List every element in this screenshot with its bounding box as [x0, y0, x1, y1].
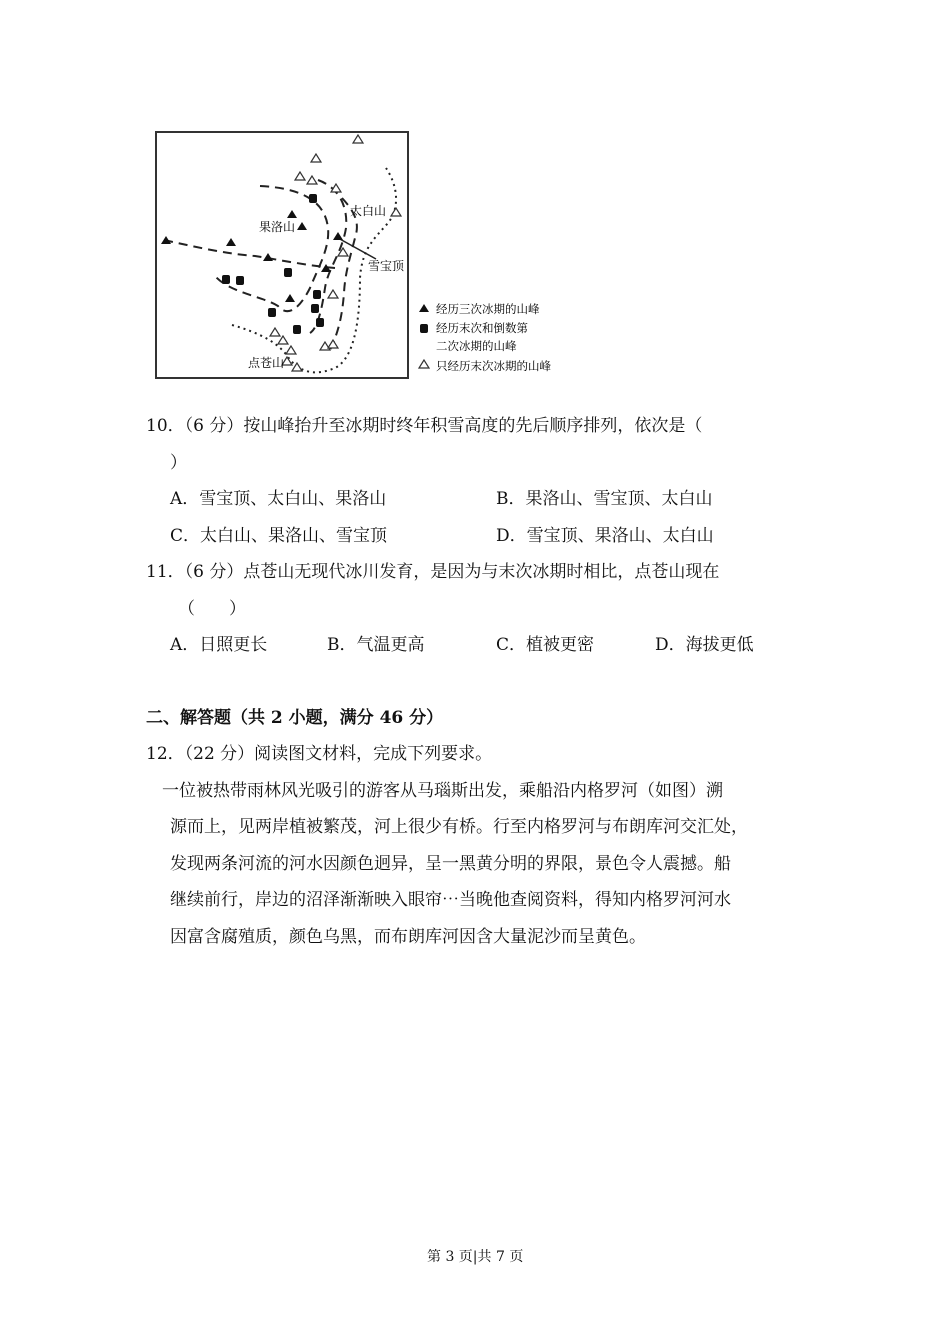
q12-stem: 12．（22 分）阅读图文材料，完成下列要求。 [146, 744, 493, 764]
q10-stem: 10．（6 分）按山峰抬升至冰期时终年积雪高度的先后顺序排列，依次是（ [146, 416, 703, 436]
legend-text-3: 二次冰期的山峰 [436, 339, 517, 353]
dashed-boundary-outer [164, 240, 335, 268]
q12-para-line-4: 继续前行，岸边的沼泽渐渐映入眼帘⋯当晚他查阅资料，得知内格罗河河水 [170, 890, 731, 910]
dashed-boundary-loop [215, 186, 328, 311]
q11-stem-paren: （ ） [178, 599, 246, 619]
dashed-boundary-east [330, 198, 357, 350]
legend [419, 302, 551, 373]
section-heading: 二、解答题（共 2 小题，满分 46 分） [146, 708, 444, 728]
q11-option-b[interactable]: B．气温更高 [327, 635, 425, 655]
glacier-peak-map [150, 128, 580, 383]
q10-option-a[interactable]: A．雪宝顶、太白山、果洛山 [170, 489, 387, 509]
label-guoluo: 果洛山 [259, 220, 296, 234]
q12-para-line-3: 发现两条河流的河水因颜色迥异，呈一黑黄分明的界限，景色令人震撼。船 [170, 854, 731, 874]
q11-option-d[interactable]: D．海拔更低 [655, 635, 754, 655]
legend-filled-triangle [419, 304, 429, 312]
legend-hollow-triangle [419, 360, 429, 368]
legend-filled-bell [420, 324, 428, 333]
q11-option-a[interactable]: A．日照更长 [170, 635, 268, 655]
peaks-two-glaciations [222, 194, 324, 334]
peaks-three-glaciations [161, 210, 343, 302]
legend-text-4: 只经历末次冰期的山峰 [436, 359, 551, 373]
legend-text-1: 经历三次冰期的山峰 [436, 302, 540, 316]
q10-option-c[interactable]: C．太白山、果洛山、雪宝顶 [170, 526, 388, 546]
q12-para-line-1: 一位被热带雨林风光吸引的游客从马瑙斯出发，乘船沿内格罗河（如图）溯 [162, 781, 723, 801]
page-footer: 第 3 页|共 7 页 [427, 1249, 524, 1265]
q12-para-line-5: 因富含腐殖质，颜色乌黑，而布朗库河因含大量泥沙而呈黄色。 [170, 927, 646, 947]
q10-option-d[interactable]: D．雪宝顶、果洛山、太白山 [496, 526, 714, 546]
label-xuebao: 雪宝顶 [368, 259, 405, 273]
q12-para-line-2: 源而上，见两岸植被繁茂，河上很少有桥。行至内格罗河与布朗库河交汇处， [170, 817, 748, 837]
q11-stem: 11．（6 分）点苍山无现代冰川发育，是因为与末次冰期时相比，点苍山现在 [146, 562, 720, 582]
peaks-last-glaciation [270, 135, 401, 371]
label-taibai: 太白山 [350, 204, 387, 218]
label-diancang: 点苍山 [248, 356, 285, 370]
q10-stem-close: ） [170, 453, 187, 473]
q11-option-c[interactable]: C．植被更密 [496, 635, 595, 655]
q10-option-b[interactable]: B．果洛山、雪宝顶、太白山 [496, 489, 713, 509]
legend-text-2: 经历末次和倒数第 [436, 321, 528, 335]
